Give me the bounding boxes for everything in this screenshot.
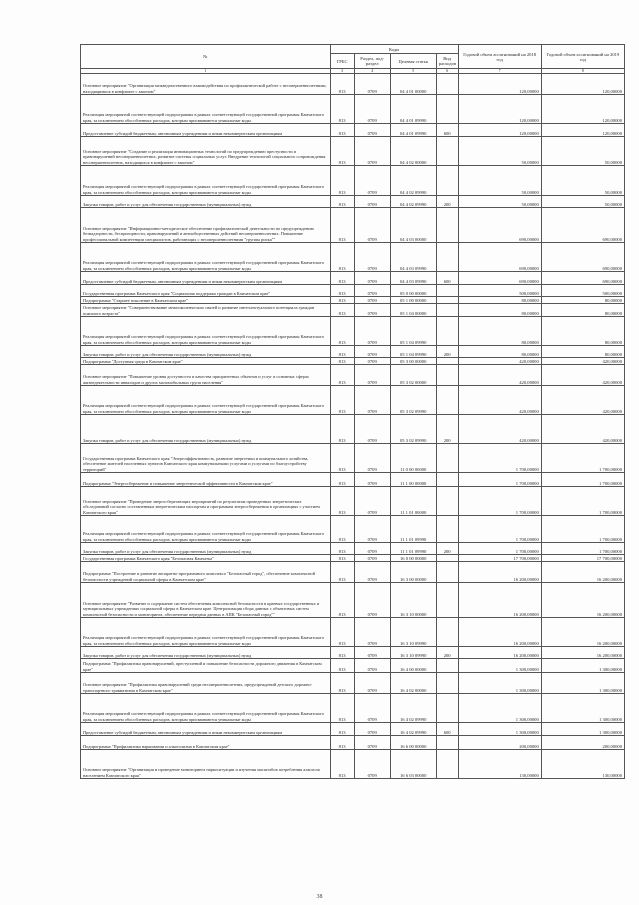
row-amount-2018: 200,00000 — [458, 736, 541, 750]
table-row — [81, 555, 625, 562]
row-rz: 0709 — [354, 346, 390, 358]
row-rz: 0709 — [354, 555, 390, 562]
table-body — [81, 74, 625, 779]
header-idx-1: 1 — [81, 69, 331, 74]
header-2018: Годовой объем ассигнований на 2018 год — [458, 45, 541, 69]
row-name: Основное мероприятие "Информационно-методическое обеспечение профилактической деятельности по предупреждению безнадзорности, беспризорности, правонарушений и антиобщественных действий несовершеннолетних. Повышение профессиональной компетенции специалистов, работающих с несовершеннолетними "группы риска"" — [81, 208, 331, 243]
row-amount-2019: 200,00000 — [541, 736, 624, 750]
row-grbs: 813 — [330, 95, 354, 124]
row-rz: 0709 — [354, 694, 390, 723]
row-rz: 0709 — [354, 365, 390, 386]
table-row — [81, 694, 625, 723]
row-rz: 0709 — [354, 723, 390, 736]
row-rz: 0709 — [354, 243, 390, 272]
row-expense-type — [436, 444, 458, 473]
row-amount-2019: 80,00000 — [541, 346, 624, 358]
row-grbs: 813 — [330, 659, 354, 673]
row-grbs: 813 — [330, 208, 354, 243]
row-expense-type — [436, 583, 458, 618]
row-target-article: 04 4 01 00000 — [390, 74, 436, 95]
row-expense-type — [436, 694, 458, 723]
row-target-article: 11 1 01 09990 — [390, 543, 436, 555]
table-row — [81, 583, 625, 618]
row-expense-type — [436, 95, 458, 124]
row-target-article: 16 4 02 09990 — [390, 694, 436, 723]
row-name: Основное мероприятие "Организация межведомственного взаимодействия по профилактической работе с несовершеннолетними, находящимися в конфликте с законом" — [81, 74, 331, 95]
row-target-article: 16 3 10 09990 — [390, 618, 436, 647]
row-target-article: 04 4 02 00000 — [390, 137, 436, 166]
row-expense-type — [436, 317, 458, 346]
row-rz: 0709 — [354, 543, 390, 555]
row-amount-2018: 420,00000 — [458, 415, 541, 444]
row-rz: 0709 — [354, 74, 390, 95]
row-expense-type — [436, 358, 458, 365]
row-amount-2018: 420,00000 — [458, 386, 541, 415]
row-amount-2018: 1 300,00000 — [458, 723, 541, 736]
table-row — [81, 487, 625, 516]
row-amount-2018: 690,00000 — [458, 243, 541, 272]
row-target-article: 16 3 10 09990 — [390, 647, 436, 659]
row-target-article: 16 6 00 00000 — [390, 736, 436, 750]
row-name: Государственная программа Камчатского края "Социальная поддержка граждан в Камчатском крае" — [81, 285, 331, 297]
row-name: Реализация мероприятий соответствующей подпрограммы в рамках соответствующей государственной программы Камчатского края, за исключением обособленных расходов, которым присваиваются уникальные коды — [81, 516, 331, 543]
row-amount-2019: 1 700,00000 — [541, 473, 624, 487]
row-grbs: 813 — [330, 243, 354, 272]
row-amount-2018: 1 700,00000 — [458, 516, 541, 543]
row-amount-2019: 1 300,00000 — [541, 723, 624, 736]
table-row — [81, 415, 625, 444]
row-rz: 0709 — [354, 415, 390, 444]
table-row — [81, 473, 625, 487]
row-name: Реализация мероприятий соответствующей подпрограммы в рамках соответствующей государственной программы Камчатского края, за исключением обособленных расходов, которым присваиваются уникальные коды — [81, 618, 331, 647]
table-row — [81, 243, 625, 272]
row-name: Закупка товаров, работ и услуг для обеспечения государственных (муниципальных) нужд — [81, 415, 331, 444]
row-rz: 0709 — [354, 659, 390, 673]
row-amount-2018: 80,00000 — [458, 346, 541, 358]
table-row — [81, 659, 625, 673]
row-amount-2019: 50,00000 — [541, 137, 624, 166]
row-expense-type — [436, 137, 458, 166]
row-expense-type — [436, 618, 458, 647]
table-row — [81, 285, 625, 297]
row-target-article: 05 3 02 09990 — [390, 415, 436, 444]
row-name: Подпрограмма "Построение и развитие аппаратно-программного комплекса "Безопасный город", обеспечение комплексной безопасности учреждений социальной сферы в Камчатском крае" — [81, 562, 331, 583]
row-amount-2019: 16 200,00000 — [541, 618, 624, 647]
header-row — [81, 45, 625, 54]
row-grbs: 813 — [330, 736, 354, 750]
header-vr: Вид расходов — [436, 54, 458, 69]
row-rz: 0709 — [354, 673, 390, 694]
row-rz: 0709 — [354, 317, 390, 346]
row-name: Подпрограмма "Старшее поколение в Камчатском крае" — [81, 297, 331, 304]
row-rz: 0709 — [354, 196, 390, 208]
row-target-article: 04 4 03 09990 — [390, 272, 436, 285]
row-grbs: 813 — [330, 196, 354, 208]
row-amount-2019: 16 200,00000 — [541, 647, 624, 659]
row-grbs: 813 — [330, 166, 354, 196]
row-name: Государственная программа Камчатского края "Энергоэффективность, развитие энергетики и коммунального хозяйства, обеспечение жителей населенных пунктов Камчатского края коммунальными услугами и услугами по благоустройству территорий" — [81, 444, 331, 473]
row-grbs: 813 — [330, 444, 354, 473]
row-expense-type: 200 — [436, 346, 458, 358]
row-expense-type — [436, 736, 458, 750]
header-cs: Целевая статья — [390, 54, 436, 69]
row-target-article: 04 4 03 09990 — [390, 243, 436, 272]
row-expense-type — [436, 386, 458, 415]
row-amount-2018: 500,00000 — [458, 285, 541, 297]
row-expense-type — [436, 487, 458, 516]
row-amount-2019: 120,00000 — [541, 124, 624, 137]
table-row — [81, 444, 625, 473]
header-2019: Годовой объем ассигнований на 2019 год — [541, 45, 624, 69]
table-row — [81, 543, 625, 555]
table-row — [81, 304, 625, 317]
row-amount-2018: 80,00000 — [458, 297, 541, 304]
row-amount-2019: 1 300,00000 — [541, 694, 624, 723]
header-codes: Коды — [330, 45, 458, 54]
row-rz: 0709 — [354, 647, 390, 659]
row-expense-type — [436, 243, 458, 272]
row-expense-type: 600 — [436, 272, 458, 285]
row-rz: 0709 — [354, 583, 390, 618]
row-name: Основное мероприятие "Проведение энергосберегающих мероприятий по результатам проведенных энергетических обследований согласно составленным энергетическим паспортам и программам энергосбережения в организациях с участием Камчатского края" — [81, 487, 331, 516]
row-amount-2019: 1 300,00000 — [541, 673, 624, 694]
row-rz: 0709 — [354, 736, 390, 750]
row-expense-type: 200 — [436, 196, 458, 208]
row-target-article: 04 4 03 00000 — [390, 208, 436, 243]
row-expense-type — [436, 365, 458, 386]
row-amount-2019: 1 700,00000 — [541, 487, 624, 516]
row-amount-2018: 17 700,00000 — [458, 555, 541, 562]
row-target-article: 16 0 00 00000 — [390, 555, 436, 562]
row-expense-type — [436, 166, 458, 196]
row-target-article: 05 3 02 00000 — [390, 365, 436, 386]
header-num: № — [81, 45, 331, 69]
row-rz: 0709 — [354, 618, 390, 647]
row-grbs: 813 — [330, 297, 354, 304]
row-amount-2018: 1 700,00000 — [458, 487, 541, 516]
row-amount-2018: 50,00000 — [458, 137, 541, 166]
row-target-article: 05 1 04 09990 — [390, 346, 436, 358]
row-amount-2018: 120,00000 — [458, 95, 541, 124]
row-grbs: 813 — [330, 723, 354, 736]
row-grbs: 813 — [330, 487, 354, 516]
row-rz: 0709 — [354, 272, 390, 285]
row-amount-2019: 80,00000 — [541, 317, 624, 346]
row-rz: 0709 — [354, 208, 390, 243]
row-name: Предоставление субсидий бюджетным, автономным учреждениям и иным некоммерческим организациям — [81, 723, 331, 736]
row-grbs: 813 — [330, 272, 354, 285]
table-row — [81, 673, 625, 694]
row-grbs: 813 — [330, 673, 354, 694]
row-expense-type — [436, 673, 458, 694]
row-amount-2019: 690,00000 — [541, 243, 624, 272]
row-target-article: 05 1 00 00000 — [390, 297, 436, 304]
row-amount-2019: 420,00000 — [541, 415, 624, 444]
row-amount-2018: 50,00000 — [458, 166, 541, 196]
row-amount-2018: 80,00000 — [458, 304, 541, 317]
row-amount-2019: 80,00000 — [541, 304, 624, 317]
row-amount-2018: 130,00000 — [458, 750, 541, 779]
budget-table — [80, 44, 625, 779]
row-amount-2018: 16 200,00000 — [458, 647, 541, 659]
row-grbs: 813 — [330, 346, 354, 358]
row-target-article: 05 1 04 00000 — [390, 304, 436, 317]
row-target-article: 16 3 00 00000 — [390, 562, 436, 583]
row-target-article: 16 4 02 00000 — [390, 673, 436, 694]
table-row — [81, 272, 625, 285]
table-row — [81, 647, 625, 659]
table-row — [81, 297, 625, 304]
header-idx-3: 3 — [330, 69, 354, 74]
row-amount-2019: 420,00000 — [541, 358, 624, 365]
row-amount-2019: 120,00000 — [541, 74, 624, 95]
header-rz: Раздел, под-раздел — [354, 54, 390, 69]
row-grbs: 813 — [330, 415, 354, 444]
row-name: Подпрограмма "Энергосбережение и повышение энергетической эффективности в Камчатском крае" — [81, 473, 331, 487]
row-grbs: 813 — [330, 647, 354, 659]
table-row — [81, 74, 625, 95]
row-amount-2018: 690,00000 — [458, 208, 541, 243]
header-idx-7: 7 — [458, 69, 541, 74]
row-name: Реализация мероприятий соответствующей подпрограммы в рамках соответствующей государственной программы Камчатского края, за исключением обособленных расходов, которым присваиваются уникальные коды — [81, 166, 331, 196]
row-target-article: 16 4 02 09990 — [390, 723, 436, 736]
page-number: 38 — [316, 894, 323, 900]
row-name: Подпрограмма "Доступная среда в Камчатском крае" — [81, 358, 331, 365]
row-amount-2018: 50,00000 — [458, 196, 541, 208]
row-grbs: 813 — [330, 473, 354, 487]
row-amount-2018: 1 300,00000 — [458, 673, 541, 694]
row-grbs: 813 — [330, 285, 354, 297]
table-row — [81, 750, 625, 779]
row-name: Реализация мероприятий соответствующей подпрограммы в рамках соответствующей государственной программы Камчатского края, за исключением обособленных расходов, которым присваиваются уникальные коды — [81, 386, 331, 415]
row-rz: 0709 — [354, 285, 390, 297]
header-idx-8: 8 — [541, 69, 624, 74]
row-rz: 0709 — [354, 297, 390, 304]
row-expense-type: 200 — [436, 543, 458, 555]
row-expense-type — [436, 516, 458, 543]
row-name: Закупка товаров, работ и услуг для обеспечения государственных (муниципальных) нужд — [81, 196, 331, 208]
row-amount-2019: 80,00000 — [541, 297, 624, 304]
row-amount-2019: 130,00000 — [541, 750, 624, 779]
row-rz: 0709 — [354, 137, 390, 166]
row-target-article: 04 4 02 09990 — [390, 166, 436, 196]
row-expense-type: 200 — [436, 647, 458, 659]
row-amount-2019: 120,00000 — [541, 95, 624, 124]
table-row — [81, 346, 625, 358]
table-row — [81, 137, 625, 166]
row-amount-2018: 120,00000 — [458, 74, 541, 95]
row-amount-2019: 420,00000 — [541, 365, 624, 386]
row-target-article: 05 1 04 09990 — [390, 317, 436, 346]
row-amount-2019: 50,00000 — [541, 196, 624, 208]
row-target-article: 05 3 02 09990 — [390, 386, 436, 415]
row-amount-2018: 16 200,00000 — [458, 618, 541, 647]
row-name: Подпрограмма "Профилактика правонарушений, преступлений и повышение безопасности дорожного движения в Камчатском крае" — [81, 659, 331, 673]
row-amount-2019: 50,00000 — [541, 166, 624, 196]
table-row — [81, 736, 625, 750]
row-amount-2018: 420,00000 — [458, 358, 541, 365]
row-amount-2019: 1 700,00000 — [541, 516, 624, 543]
row-expense-type — [436, 750, 458, 779]
table-row — [81, 365, 625, 386]
row-grbs: 813 — [330, 694, 354, 723]
header-idx-4: 4 — [354, 69, 390, 74]
row-grbs: 813 — [330, 555, 354, 562]
row-target-article: 11 0 00 00000 — [390, 444, 436, 473]
row-name: Основное мероприятие "Организация и проведение мониторинга наркоситуации и изучения масштабов потребления алкоголя населением Камчатского края" — [81, 750, 331, 779]
row-grbs: 813 — [330, 386, 354, 415]
row-name: Закупка товаров, работ и услуг для обеспечения государственных (муниципальных) нужд — [81, 647, 331, 659]
row-amount-2019: 690,00000 — [541, 272, 624, 285]
row-grbs: 813 — [330, 74, 354, 95]
table-row — [81, 208, 625, 243]
row-grbs: 813 — [330, 365, 354, 386]
row-name: Реализация мероприятий соответствующей подпрограммы в рамках соответствующей государственной программы Камчатского края, за исключением обособленных расходов, которым присваиваются уникальные коды — [81, 317, 331, 346]
row-expense-type — [436, 208, 458, 243]
row-amount-2019: 690,00000 — [541, 208, 624, 243]
table-row — [81, 516, 625, 543]
row-target-article: 11 1 01 09990 — [390, 516, 436, 543]
row-name: Основное мероприятие "Создание и реализация инновационных технологий по предупреждению преступности и правонарушений несовершеннолетних, развитие системы социальных услуг. Внедрение технологий социального сопровождения несовершеннолетних, находящихся в конфликте с законом" — [81, 137, 331, 166]
row-name: Основное мероприятие "Совершенствование межпоколенческих связей и развитие интеллектуального потенциала граждан пожилого возраста" — [81, 304, 331, 317]
row-expense-type: 200 — [436, 415, 458, 444]
row-amount-2019: 1 700,00000 — [541, 444, 624, 473]
row-name: Закупка товаров, работ и услуг для обеспечения государственных (муниципальных) нужд — [81, 346, 331, 358]
row-expense-type — [436, 285, 458, 297]
row-target-article: 16 4 00 00000 — [390, 659, 436, 673]
row-grbs: 813 — [330, 516, 354, 543]
row-rz: 0709 — [354, 386, 390, 415]
row-expense-type — [436, 555, 458, 562]
table-row — [81, 317, 625, 346]
row-rz: 0709 — [354, 358, 390, 365]
row-expense-type — [436, 659, 458, 673]
row-expense-type — [436, 562, 458, 583]
row-grbs: 813 — [330, 562, 354, 583]
row-amount-2019: 16 200,00000 — [541, 562, 624, 583]
row-amount-2019: 1 700,00000 — [541, 543, 624, 555]
row-rz: 0709 — [354, 95, 390, 124]
row-expense-type — [436, 297, 458, 304]
row-grbs: 813 — [330, 317, 354, 346]
row-amount-2019: 420,00000 — [541, 386, 624, 415]
row-amount-2019: 1 300,00000 — [541, 659, 624, 673]
row-rz: 0709 — [354, 562, 390, 583]
row-amount-2018: 1 700,00000 — [458, 473, 541, 487]
row-grbs: 813 — [330, 304, 354, 317]
row-rz: 0709 — [354, 124, 390, 137]
row-target-article: 05 0 00 00000 — [390, 285, 436, 297]
row-grbs: 813 — [330, 618, 354, 647]
row-name: Основное мероприятие "Развитие и содержание систем обеспечения комплексной безопасности в краевых государственных и муниципальных учреждениях социальной сферы в Камчатском крае. Централизация сбора данных с объектовых систем комплексной безопасности и мониторинга, обеспечение передачи данных в АПК "Безопасный город"" — [81, 583, 331, 618]
row-grbs: 813 — [330, 137, 354, 166]
table-row — [81, 95, 625, 124]
row-grbs: 813 — [330, 124, 354, 137]
row-amount-2018: 16 200,00000 — [458, 562, 541, 583]
row-rz: 0709 — [354, 166, 390, 196]
row-amount-2018: 1 300,00000 — [458, 659, 541, 673]
row-rz: 0709 — [354, 487, 390, 516]
row-grbs: 813 — [330, 750, 354, 779]
row-name: Предоставление субсидий бюджетным, автономным учреждениям и иным некоммерческим организациям — [81, 124, 331, 137]
row-target-article: 05 3 00 00000 — [390, 358, 436, 365]
header-grbs: ГРБС — [330, 54, 354, 69]
row-rz: 0709 — [354, 473, 390, 487]
table-row — [81, 386, 625, 415]
row-target-article: 04 4 01 09990 — [390, 124, 436, 137]
table-row — [81, 196, 625, 208]
row-amount-2018: 1 700,00000 — [458, 444, 541, 473]
row-amount-2018: 420,00000 — [458, 365, 541, 386]
row-expense-type: 600 — [436, 124, 458, 137]
table-row — [81, 618, 625, 647]
table-row — [81, 562, 625, 583]
table-row — [81, 723, 625, 736]
row-amount-2018: 16 200,00000 — [458, 583, 541, 618]
row-expense-type — [436, 473, 458, 487]
row-grbs: 813 — [330, 583, 354, 618]
row-amount-2018: 80,00000 — [458, 317, 541, 346]
row-name: Подпрограмма "Профилактика наркомании и алкоголизма в Камчатском крае" — [81, 736, 331, 750]
row-name: Предоставление субсидий бюджетным, автономным учреждениям и иным некоммерческим организациям — [81, 272, 331, 285]
row-target-article: 04 4 02 09990 — [390, 196, 436, 208]
row-target-article: 11 1 01 00000 — [390, 487, 436, 516]
row-target-article: 11 1 00 00000 — [390, 473, 436, 487]
row-rz: 0709 — [354, 516, 390, 543]
row-amount-2018: 120,00000 — [458, 124, 541, 137]
row-name: Основное мероприятие "Профилактика правонарушений среди несовершеннолетних, предупреждений детского дорожно-транспортного травматизма в Камчатском крае" — [81, 673, 331, 694]
row-amount-2018: 1 300,00000 — [458, 694, 541, 723]
table-row — [81, 124, 625, 137]
row-name: Государственная программа Камчатского края "Безопасная Камчатка" — [81, 555, 331, 562]
row-name: Реализация мероприятий соответствующей подпрограммы в рамках соответствующей государственной программы Камчатского края, за исключением обособленных расходов, которым присваиваются уникальные коды — [81, 243, 331, 272]
table-row — [81, 358, 625, 365]
table-row — [81, 166, 625, 196]
row-grbs: 813 — [330, 358, 354, 365]
row-target-article: 16 3 10 00000 — [390, 583, 436, 618]
row-rz: 0709 — [354, 304, 390, 317]
row-rz: 0709 — [354, 750, 390, 779]
row-amount-2019: 16 200,00000 — [541, 583, 624, 618]
row-expense-type — [436, 74, 458, 95]
row-name: Закупка товаров, работ и услуг для обеспечения государственных (муниципальных) нужд — [81, 543, 331, 555]
row-name: Основное мероприятие "Повышение уровня доступности и качества приоритетных объектов и услуг в основных сферах жизнедеятельности инвалидов и других маломобильных групп населения" — [81, 365, 331, 386]
row-amount-2019: 17 700,00000 — [541, 555, 624, 562]
row-amount-2019: 500,00000 — [541, 285, 624, 297]
row-target-article: 16 6 03 00000 — [390, 750, 436, 779]
row-target-article: 04 4 01 09990 — [390, 95, 436, 124]
row-rz: 0709 — [354, 444, 390, 473]
row-amount-2018: 690,00000 — [458, 272, 541, 285]
row-name: Реализация мероприятий соответствующей подпрограммы в рамках соответствующей государственной программы Камчатского края, за исключением обособленных расходов, которым присваиваются уникальные коды — [81, 95, 331, 124]
row-name: Реализация мероприятий соответствующей подпрограммы в рамках соответствующей государственной программы Камчатского края, за исключением обособленных расходов, которым присваиваются уникальные коды — [81, 694, 331, 723]
row-amount-2018: 1 700,00000 — [458, 543, 541, 555]
header-idx-6: 6 — [436, 69, 458, 74]
row-expense-type: 600 — [436, 723, 458, 736]
row-expense-type — [436, 304, 458, 317]
header-idx-5: 5 — [390, 69, 436, 74]
row-grbs: 813 — [330, 543, 354, 555]
